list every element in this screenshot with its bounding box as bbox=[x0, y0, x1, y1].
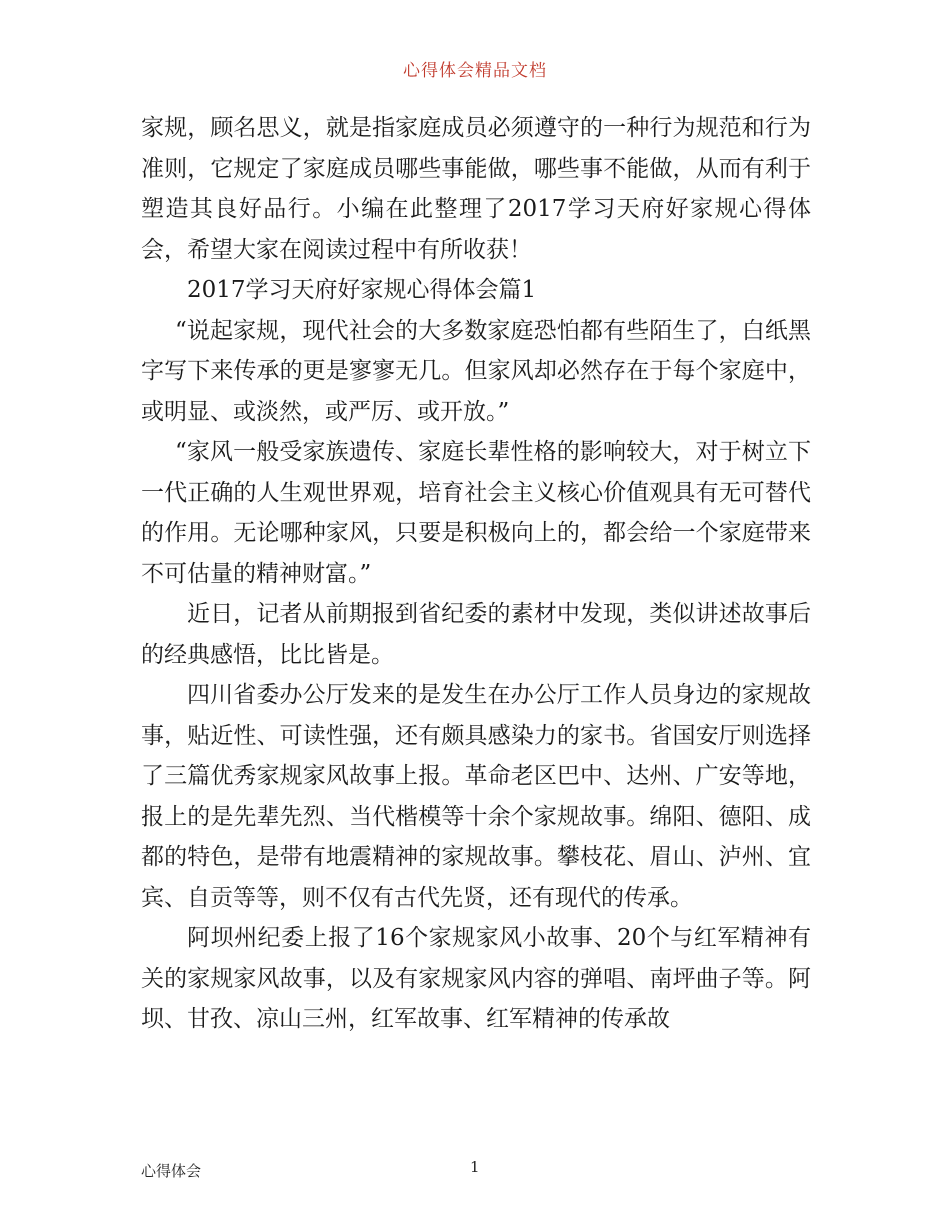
document-header: 心得体会精品文档 bbox=[403, 61, 547, 81]
quote-paragraph-2: “家风一般受家族遗传、家庭长辈性格的影响较大，对于树立下一代正确的人生观世界观，培育社会主义核心价值观具有无可替代的作用。无论哪种家风，只要是积极向上的，都会给一个家庭带来不可估量的精神财富。” bbox=[141, 439, 811, 587]
page-number: 1 bbox=[470, 1158, 480, 1176]
footer-label: 心得体会 bbox=[141, 1162, 202, 1180]
section-heading: 2017学习天府好家规心得体会篇1 bbox=[187, 277, 537, 303]
quote-paragraph-1: “说起家规，现代社会的大多数家庭恐怕都有些陌生了，白纸黑字写下来传承的更是寥寥无几。但家风却必然存在于每个家庭中，或明显、或淡然，或严厉、或开放。” bbox=[141, 317, 811, 425]
body-paragraph-3: 阿坝州纪委上报了16个家规家风小故事、20个与红军精神有关的家规家风故事，以及有家规家风内容的弹唱、南坪曲子等。阿坝、甘孜、凉山三州，红军故事、红军精神的传承故 bbox=[141, 925, 811, 1032]
body-paragraph-1: 近日，记者从前期报到省纪委的素材中发现，类似讲述故事后的经典感悟，比比皆是。 bbox=[141, 601, 811, 668]
intro-paragraph: 家规，顾名思义，就是指家庭成员必须遵守的一种行为规范和行为准则，它规定了家庭成员哪些事能做，哪些事不能做，从而有利于塑造其良好品行。小编在此整理了2017学习天府好家规心得体会，希望大家在阅读过程中有所收获！ bbox=[141, 115, 811, 263]
document-body bbox=[141, 108, 811, 1040]
body-paragraph-2: 四川省委办公厅发来的是发生在办公厅工作人员身边的家规故事，贴近性、可读性强，还有颇具感染力的家书。省国安厅则选择了三篇优秀家规家风故事上报。革命老区巴中、达州、广安等地，报上的是先辈先烈、当代楷模等十余个家规故事。绵阳、德阳、成都的特色，是带有地震精神的家规故事。攀枝花、眉山、泸州、宜宾、自贡等等，则不仅有古代先贤，还有现代的传承。 bbox=[141, 682, 811, 911]
